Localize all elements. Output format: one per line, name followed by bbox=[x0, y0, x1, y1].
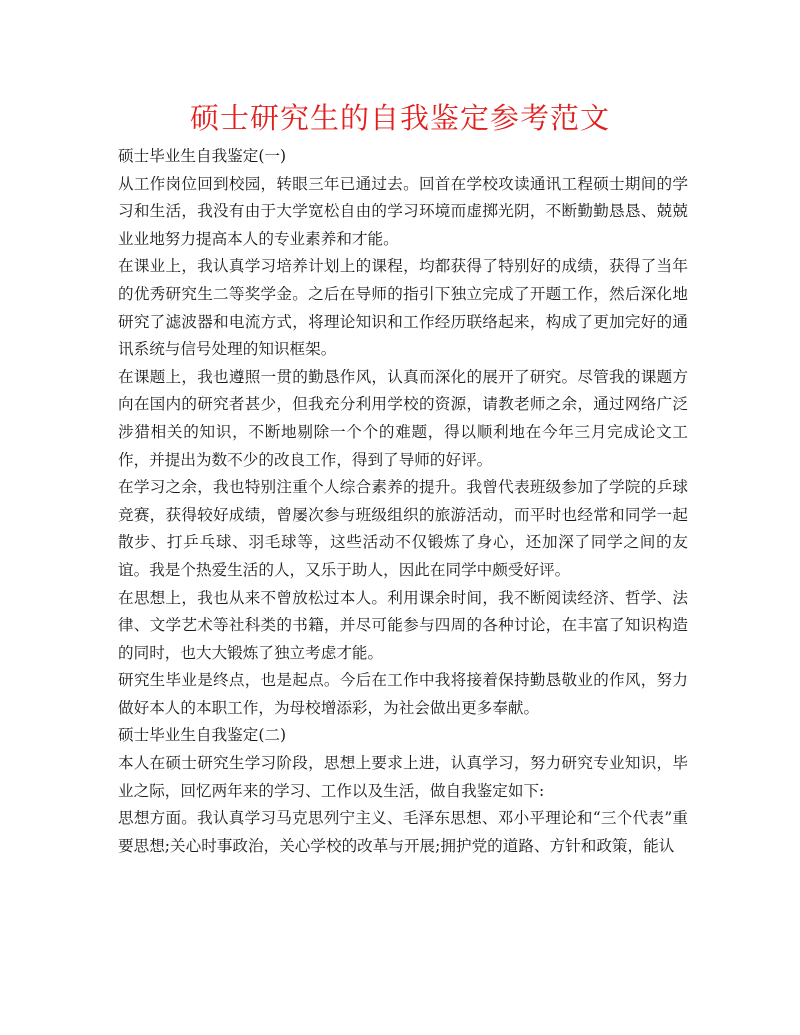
paragraph: 本人在硕士研究生学习阶段，思想上要求上进，认真学习，努力研究专业知识，毕业之际，回忆两年来的学习、工作以及生活，做自我鉴定如下: bbox=[118, 754, 688, 800]
paragraph: 在课业上，我认真学习培养计划上的课程，均都获得了特别好的成绩，获得了当年的优秀研究生二等奖学金。之后在导师的指引下独立完成了开题工作，然后深化地研究了滤波器和电流方式，将理论知识和工作经历联络起来，构成了更加完好的通讯系统与信号处理的知识框架。 bbox=[118, 257, 688, 359]
document-title: 硕士研究生的自我鉴定参考范文 bbox=[189, 101, 610, 135]
document-body bbox=[118, 143, 688, 860]
section-heading-1: 硕士毕业生自我鉴定(一) bbox=[118, 147, 287, 165]
paragraph: 在思想上，我也从来不曾放松过本人。利用课余时间，我不断阅读经济、哲学、法律、文学艺术等社科类的书籍，并尽可能参与四周的各种讨论，在丰富了知识构造的同时，也大大锻炼了独立考虑才能。 bbox=[118, 588, 688, 662]
paragraph: 思想方面。我认真学习马克思列宁主义、毛泽东思想、邓小平理论和“三个代表”重要思想;关心时事政治，关心学校的改革与开展;拥护党的道路、方针和政策，能认 bbox=[118, 809, 688, 855]
paragraph: 从工作岗位回到校园，转眼三年已通过去。回首在学校攻读通讯工程硕士期间的学习和生活，我没有由于大学宽松自由的学习环境而虚掷光阴，不断勤勤恳恳、兢兢业业地努力提高本人的专业素养和才能。 bbox=[118, 174, 688, 248]
paragraph: 在课题上，我也遵照一贯的勤恳作风，认真而深化的展开了研究。尽管我的课题方向在国内的研究者甚少，但我充分利用学校的资源，请教老师之余，通过网络广泛涉猎相关的知识，不断地剔除一个个的难题，得以顺利地在今年三月完成论文工作，并提出为数不少的改良工作，得到了导师的好评。 bbox=[118, 367, 688, 469]
section-heading-2: 硕士毕业生自我鉴定(二) bbox=[118, 726, 287, 745]
paragraph: 研究生毕业是终点，也是起点。今后在工作中我将接着保持勤恳敬业的作风，努力做好本人的本职工作，为母校增添彩，为社会做出更多奉献。 bbox=[118, 671, 688, 717]
paragraph: 在学习之余，我也特别注重个人综合素养的提升。我曾代表班级参加了学院的乒球竞赛，获得较好成绩，曾屡次参与班级组织的旅游活动，而平时也经常和同学一起散步、打乒乓球、羽毛球等，这些活动不仅锻炼了身心，还加深了同学之间的友谊。我是个热爱生活的人，又乐于助人，因此在同学中颇受好评。 bbox=[118, 478, 688, 579]
